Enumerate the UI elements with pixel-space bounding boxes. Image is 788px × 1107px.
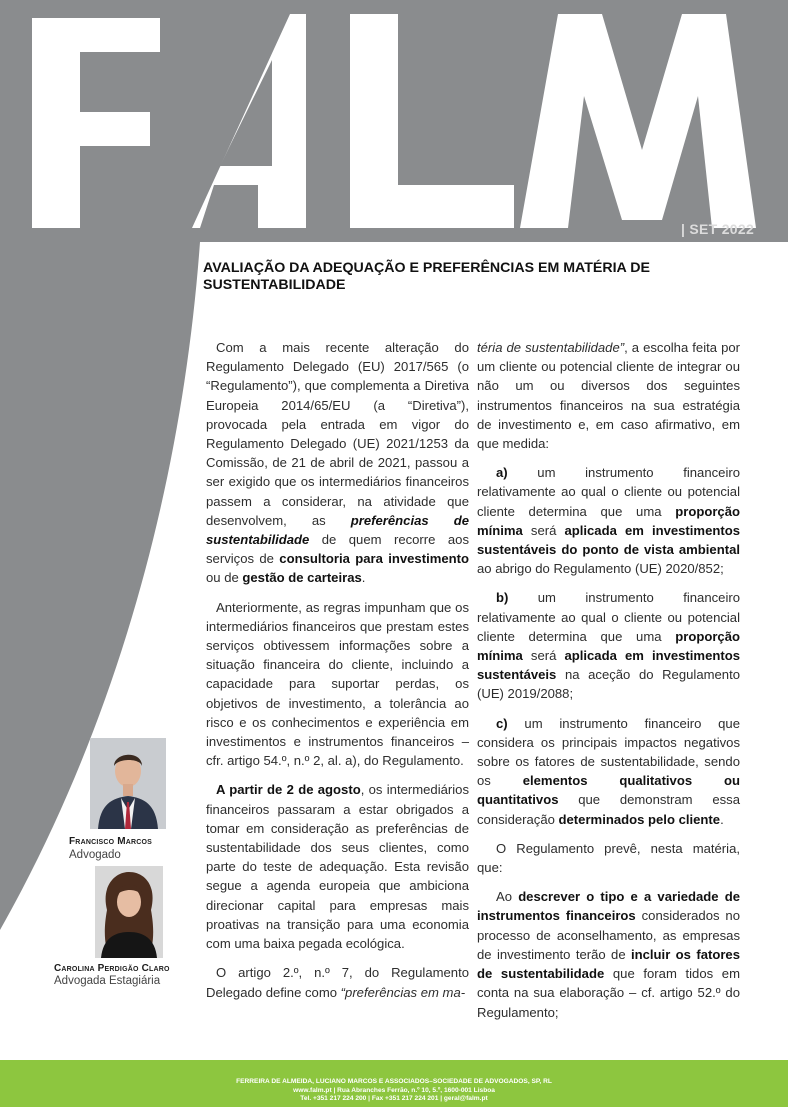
paragraph: O Regulamento prevê, nesta matéria, que:: [477, 840, 740, 876]
paragraph: O artigo 2.º, n.º 7, do Regulamento Delegado define como “preferências em ma-: [206, 965, 469, 1000]
footer: [0, 1060, 788, 1107]
list-item: b) um instrumento financeiro relativamente ao qual o cliente ou potencial cliente determina que uma proporção mínima será aplicada em investimentos sustentáveis na aceção do Regulamento (UE) 2019/2088;: [477, 590, 740, 702]
author-role: Advogada Estagiária: [54, 975, 161, 987]
article-column-2: [477, 338, 740, 1032]
paragraph: Ao descrever o tipo e a variedade de instrumentos financeiros considerados no processo de aconselhamento, as empresas de investimento terão de incluir os fatores de sustentabilidade que foram tidos em conta na sua elaboração – cf. artigo 52.º do Regulamento;: [477, 889, 741, 1020]
list-item: a) um instrumento financeiro relativamente ao qual o cliente ou potencial cliente determina que uma proporção mínima será aplicada em investimentos sustentáveis do ponto de vista ambiental ao abrigo do Regulamento (UE) 2020/852;: [477, 465, 740, 577]
issue-date: | SET 2022: [681, 221, 755, 237]
author-photo-francisco: [90, 738, 166, 829]
author-name: Francisco Marcos: [69, 836, 153, 847]
paragraph: Com a mais recente alteração do Regulamento Delegado (EU) 2017/565 (o “Regulamento”), que complementa a Diretiva Europeia 2014/65/EU (a “Diretiva”), provocada pela entrada em vigor do Regulamento Delegado (UE) 2021/1253 da Comissão, de 21 de abril de 2021, passou a ser exigido que os intermediários financeiros passem a considerar, na atividade que desenvolvem, as preferências de sustentabilidade de quem recorre aos serviços de consultoria para investimento ou de gestão de carteiras.: [206, 340, 469, 586]
author-photo-carolina: [95, 866, 163, 958]
paragraph: A partir de 2 de agosto, os intermediários financeiros passaram a estar obrigados a tomar em consideração as preferências de sustentabilidade dos seus clientes, como parte do teste de adequação. Esta revisão segue a agenda europeia que ambiciona direcionar capital para empresas mais proativas na transição para uma economia com uma baixa pegada ecológica.: [206, 782, 469, 952]
paragraph: téria de sustentabilidade”, a escolha feita por um cliente ou potencial cliente de integrar ou não um ou diversos dos seguintes instrumentos financeiros na sua estratégia de investimento e, em caso afirmativo, em que medida:: [477, 340, 740, 452]
paragraph: Anteriormente, as regras impunham que os intermediários financeiros que prestam estes serviços obtivessem informações sobre a situação financeira do cliente, incluindo a capacidade para suportar perdas, os objetivos de investimento, a tolerância ao risco e os conhecimentos e experiência em investimentos e instrumentos financeiros – cfr. artigo 54.º, n.º 2, al. a), do Regulamento.: [206, 599, 469, 769]
footer-address: www.falm.pt | Rua Abranches Ferrão, n.º 10, 5.º, 1600-001 Lisboa: [293, 1087, 495, 1094]
list-item: c) um instrumento financeiro que considera os principais impactos negativos sobre os fatores de sustentabilidade, sendo os elementos qualitativos ou quantitativos que demonstram essa consideração determinados pelo cliente.: [477, 715, 741, 827]
article-column-1: [206, 338, 469, 1012]
article-title: AVALIAÇÃO DA ADEQUAÇÃO E PREFERÊNCIAS EM MATÉRIA DE SUSTENTABILIDADE: [203, 260, 650, 293]
author-role: Advogado: [69, 849, 121, 861]
author-name: Carolina Perdigão Claro: [54, 963, 170, 974]
footer-contacts: Tel. +351 217 224 200 | Fax +351 217 224 201 | geral@falm.pt: [300, 1095, 488, 1102]
footer-company: FERREIRA DE ALMEIDA, LUCIANO MARCOS E ASSOCIADOS–SOCIEDADE DE ADVOGADOS, SP, RL: [236, 1078, 552, 1085]
